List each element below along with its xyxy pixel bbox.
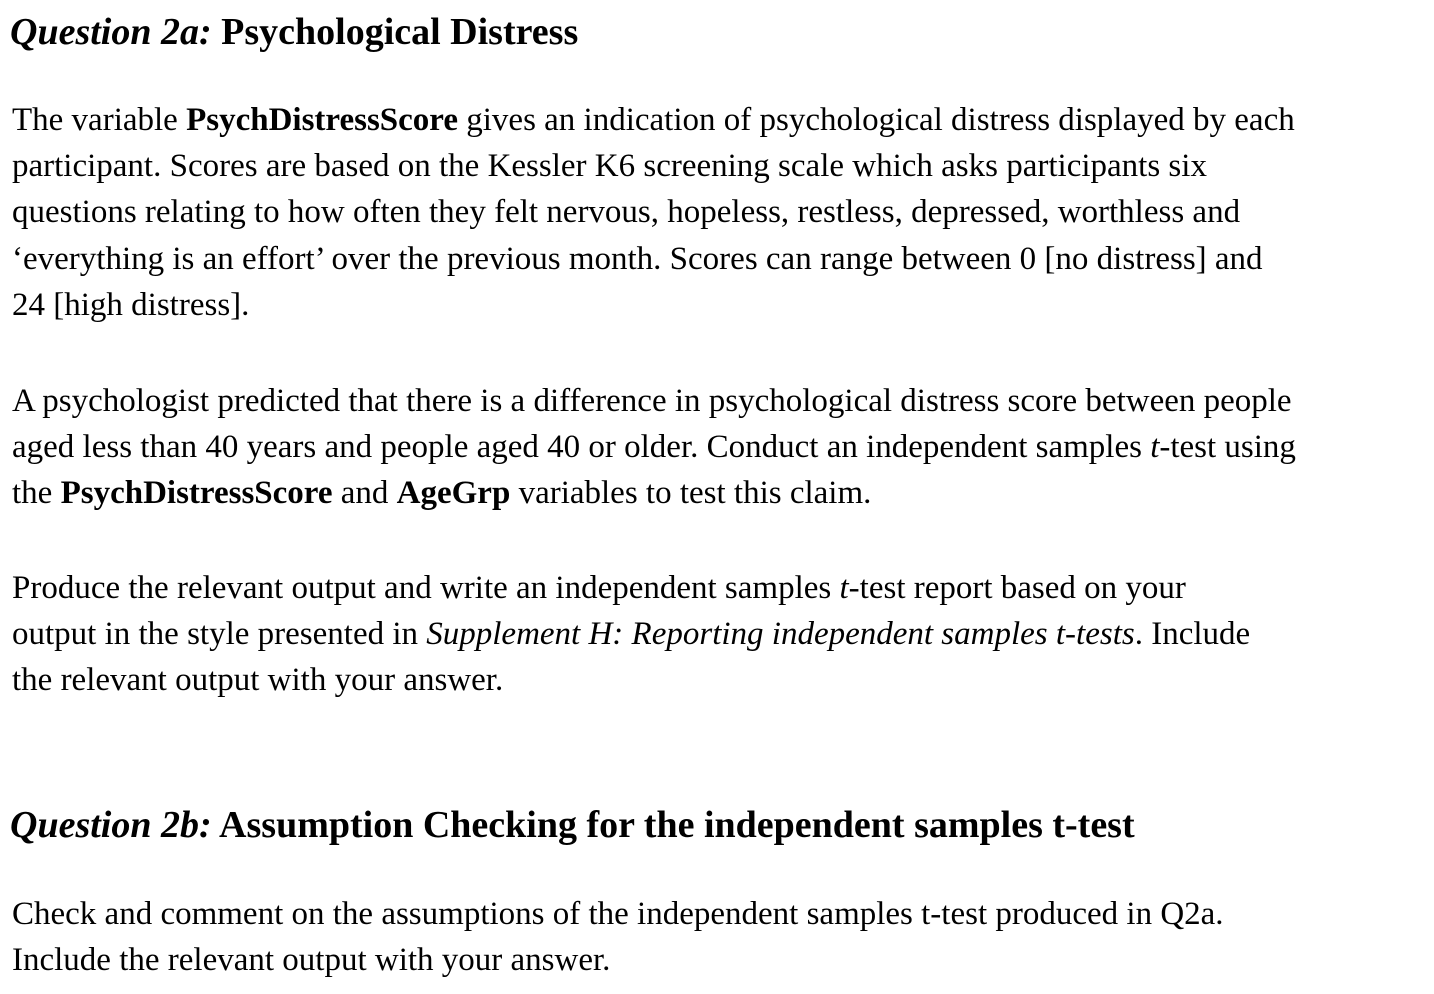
question-2a-paragraph-3	[12, 565, 1250, 704]
question-2a-paragraph-1	[12, 97, 1295, 328]
paragraph-line: questions relating to how often they felt nervous, hopeless, restless, depressed, worthless and	[12, 194, 1241, 231]
question-2b-title: Assumption Checking for the independent samples t-test	[219, 804, 1135, 846]
question-2a-title: Psychological Distress	[221, 11, 579, 53]
question-2a-label: Question 2a:	[10, 11, 212, 53]
text-run: variables to test this claim.	[510, 475, 872, 512]
paragraph-line	[12, 470, 1296, 516]
text-run: -test using	[1159, 429, 1296, 466]
supplement-reference: Supplement H: Reporting independent samples t-tests	[426, 616, 1135, 653]
paragraph-line: A psychologist predicted that there is a difference in psychological distress score between people	[12, 383, 1292, 419]
question-2b-heading	[10, 803, 1135, 847]
question-2b-label: Question 2b:	[10, 804, 212, 846]
text-run: The variable	[12, 102, 187, 138]
paragraph-line	[12, 565, 1250, 611]
paragraph-line: the relevant output with your answer.	[12, 662, 504, 699]
paragraph-line: Include the relevant output with your answer.	[12, 942, 611, 979]
question-2a-heading	[10, 10, 578, 54]
paragraph-line	[12, 611, 1250, 657]
text-run: Produce the relevant output and write an independent samples	[12, 570, 840, 606]
paragraph-line	[12, 97, 1295, 143]
paragraph-line: participant. Scores are based on the Kessler K6 screening scale which asks participants six	[12, 148, 1207, 185]
text-run: -test report based on your	[848, 570, 1186, 606]
paragraph-line: 24 [high distress].	[12, 286, 250, 323]
italic-symbol: t	[839, 570, 849, 606]
italic-symbol: t	[1150, 429, 1160, 466]
variable-name: PsychDistressScore	[186, 102, 458, 138]
text-run: output in the style presented in	[12, 616, 427, 653]
text-run: . Include	[1134, 616, 1251, 653]
variable-name: PsychDistressScore	[60, 475, 333, 512]
paragraph-line: Check and comment on the assumptions of the independent samples t-test produced in Q2a.	[12, 896, 1224, 932]
question-2a-paragraph-2	[12, 378, 1296, 517]
text-run: gives an indication of psychological distress displayed by each	[458, 102, 1295, 138]
text-run: the	[12, 475, 61, 512]
variable-name: AgeGrp	[396, 475, 511, 512]
question-2b-paragraph-1	[12, 891, 1224, 983]
text-run: aged less than 40 years and people aged 40 or older. Conduct an independent samples	[12, 429, 1151, 466]
paragraph-line: ‘everything is an effort’ over the previous month. Scores can range between 0 [no distress] and	[12, 240, 1263, 277]
paragraph-line	[12, 424, 1296, 470]
text-run: and	[332, 475, 397, 512]
